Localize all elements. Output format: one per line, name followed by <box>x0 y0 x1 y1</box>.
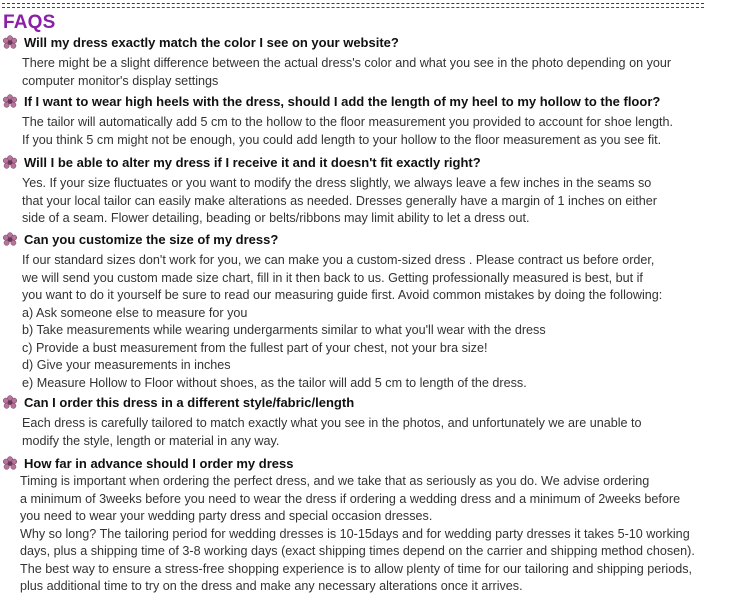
flower-icon <box>2 456 18 472</box>
faq-question <box>0 231 744 249</box>
page-title: FAQS <box>3 12 56 33</box>
faq-answer: There might be a slight difference between the actual dress's color and what you see in the photo depending on your computer monitor's display settings <box>22 56 672 88</box>
faq-question-text: If I want to wear high heels with the dress, should I add the length of my heel to my hollow to the floor? <box>24 94 661 109</box>
faq-question <box>0 394 744 412</box>
faq-answer: Each dress is carefully tailored to match exactly what you see in the photos, and unfortunately we are unable to modify the style, length or material in any way. <box>22 416 642 448</box>
top-dashed-rule-second <box>2 7 704 8</box>
faq-answer: Yes. If your size fluctuates or you want to modify the dress slightly, we always leave a few inches in the seams so that your local tailor can easily make alterations as needed. Dresses generally have a margin of 1 inches on either side of a seam. Flower detailing, beading or belts/ribbons may limit ability to let a dress out. <box>22 176 657 225</box>
faq-answer: The tailor will automatically add 5 cm to the hollow to the floor measurement you provided to account for shoe length. If you think 5 cm might not be enough, you could add length to your hollow to the floor measurement as you see fit. <box>22 115 674 147</box>
faq-answer: If our standard sizes don't work for you, we can make you a custom-sized dress . Please contract us before order, we will send you custom made size chart, fill in it then back to us. Getting professionally measured is best, but if you want to do it yourself be sure to read our measuring guide first. Avoid common mistakes by doing the following: a) Ask someone else to measure for you b) Take measurements while wearing undergarments similar to what you'll wear with the dress c) Provide a bust measurement from the fullest part of your chest, not your bra size! d) Give your measurements in inches e) Measure Hollow to Floor without shoes, as the tailor will add 5 cm to length of the dress. <box>22 253 663 390</box>
flower-icon <box>2 232 18 248</box>
faq-item <box>0 93 744 154</box>
flower-icon <box>2 155 18 171</box>
faq-question <box>0 34 744 52</box>
flower-icon <box>2 395 18 411</box>
flower-icon <box>2 94 18 110</box>
faq-question-text: How far in advance should I order my dress <box>24 456 294 471</box>
faq-question-text: Will my dress exactly match the color I see on your website? <box>24 35 399 50</box>
faq-question <box>0 93 744 111</box>
faq-question-text: Can you customize the size of my dress? <box>24 232 279 247</box>
flower-icon <box>2 35 18 51</box>
faq-question-text: Will I be able to alter my dress if I receive it and it doesn't fit exactly right? <box>24 155 481 170</box>
faq-item <box>0 455 744 596</box>
faq-question <box>0 455 744 473</box>
faq-answer: Timing is important when ordering the perfect dress, and we take that as seriously as you do. We advise ordering a minimum of 3weeks before you need to wear the dress if ordering a wedding dress and a minimum of 2weeks before you need to wear your wedding party dress and special occasion dresses. Why so long? The tailoring period for wedding dresses is 10-15days and for wedding party dresses it takes 5-10 working days, plus a shipping time of 3-8 working days (exact shipping times depend on the carrier and shipping method chosen). The best way to ensure a stress-free shopping experience is to allow plenty of time for our tailoring and shipping periods, plus additional time to try on the dress and make any necessary alterations once it arrives. <box>20 474 695 593</box>
top-dashed-rule <box>2 3 704 4</box>
faq-item <box>0 34 744 93</box>
faq-item <box>0 394 744 455</box>
faq-item <box>0 231 744 394</box>
faq-question <box>0 154 744 172</box>
faq-list <box>0 34 744 596</box>
faq-item <box>0 154 744 231</box>
faq-question-text: Can I order this dress in a different style/fabric/length <box>24 395 355 410</box>
